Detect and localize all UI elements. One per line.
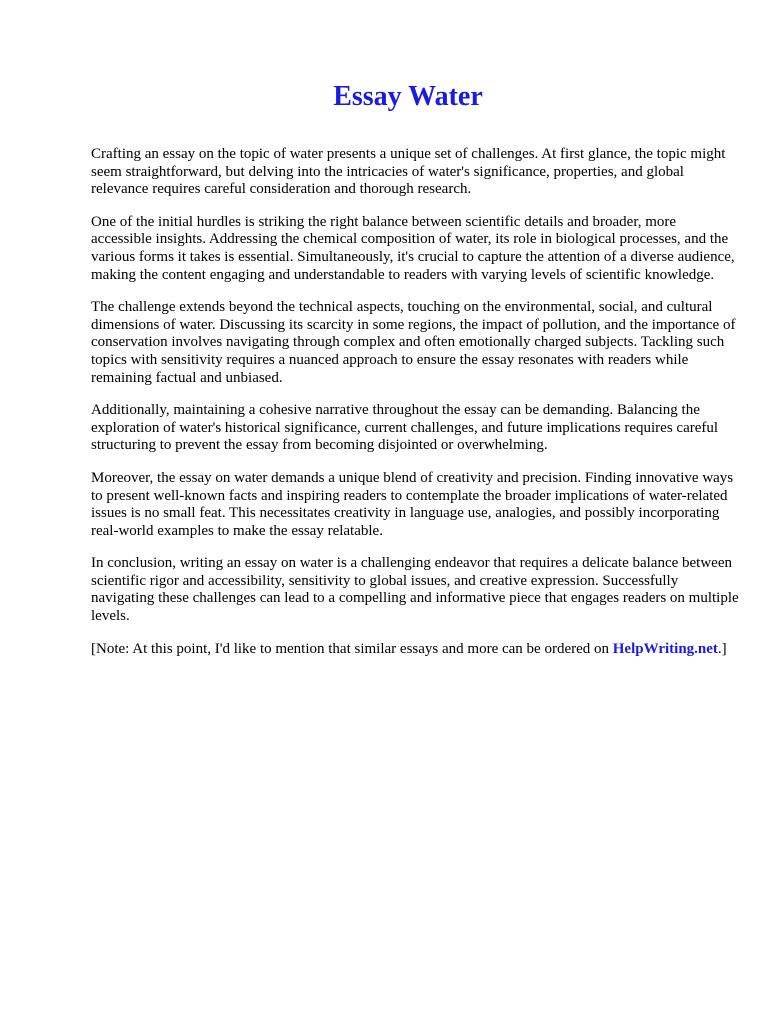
essay-body: [91, 146, 739, 673]
note-prefix: [Note: At this point, I'd like to mention that similar essays and more can be ordered on: [91, 640, 613, 657]
helpwriting-link[interactable]: HelpWriting.net: [612, 640, 718, 657]
paragraph-1: Crafting an essay on the topic of water presents a unique set of challenges. At first glance, the topic might seem straightforward, but delving into the intricacies of water's significance, properties, and global relevance requires careful consideration and thorough research.: [91, 146, 726, 198]
paragraph-3: The challenge extends beyond the technical aspects, touching on the environmental, social, and cultural dimensions of water. Discussing its scarcity in some regions, the impact of pollution, and the importance of conservation involves navigating through complex and often emotionally charged subjects. Tackling such topics with sensitivity requires a nuanced approach to ensure the essay resonates with readers while remaining factual and unbiased.: [91, 299, 736, 386]
paragraph-4: Additionally, maintaining a cohesive narrative throughout the essay can be demanding. Balancing the exploration of water's historical significance, current challenges, and future implications requires careful structuring to prevent the essay from becoming disjointed or overwhelming.: [91, 402, 719, 454]
page-title: Essay Water: [333, 81, 483, 112]
paragraph-6: In conclusion, writing an essay on water is a challenging endeavor that requires a delicate balance between scientific rigor and accessibility, sensitivity to global issues, and creative expression. Successfully navigating these challenges can lead to a compelling and informative piece that engages readers on multiple levels.: [91, 555, 739, 625]
paragraph-2: One of the initial hurdles is striking the right balance between scientific details and broader, more accessible insights. Addressing the chemical composition of water, its role in biological processes, and the various forms it takes is essential. Simultaneously, it's crucial to capture the attention of a diverse audience, making the content engaging and understandable to readers with varying levels of scientific knowledge.: [91, 213, 735, 283]
note-paragraph: [91, 641, 739, 659]
paragraph-5: Moreover, the essay on water demands a unique blend of creativity and precision. Finding innovative ways to present well-known facts and inspiring readers to contemplate the broader implications of water-related issues is no small feat. This necessitates creativity in language use, analogies, and possibly incorporating real-world examples to make the essay relatable.: [91, 469, 734, 539]
note-suffix: .]: [717, 640, 727, 657]
